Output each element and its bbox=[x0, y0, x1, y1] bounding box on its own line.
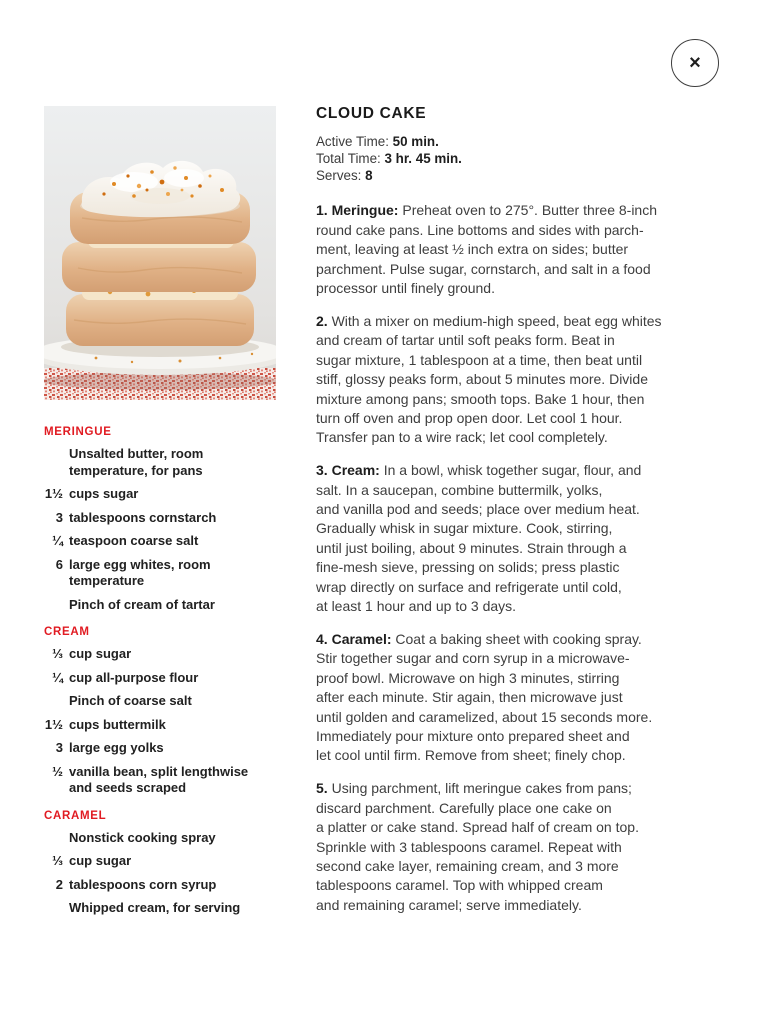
ingredient-group-meringue bbox=[44, 426, 276, 613]
ingredient-item bbox=[44, 533, 276, 550]
step-number: 4. bbox=[316, 631, 328, 648]
ingredient-qty: ¼ bbox=[52, 669, 63, 685]
ingredient-qty bbox=[44, 597, 63, 614]
ingredients-panel bbox=[44, 426, 276, 917]
close-icon: × bbox=[689, 52, 701, 74]
step-number: 2. bbox=[316, 312, 328, 329]
ingredient-text: cups buttermilk bbox=[69, 716, 166, 732]
step-1 bbox=[316, 201, 737, 298]
ingredient-group-title: CARAMEL bbox=[44, 809, 107, 822]
ingredient-qty: ½ bbox=[52, 763, 63, 779]
step-5 bbox=[316, 779, 737, 915]
ingredient-qty bbox=[44, 830, 63, 847]
ingredient-qty bbox=[44, 693, 63, 710]
recipe-photo bbox=[44, 106, 276, 400]
ingredient-item bbox=[44, 557, 276, 590]
step-lead: Cream: bbox=[331, 462, 380, 479]
step-text: In a bowl, whisk together sugar, flour, and salt. In a saucepan, combine buttermilk, yolks, and vanilla pod and seeds; place over medium heat. Gradually whisk in sugar mixture. Cook, stirring, until just boiling, about 9 minutes. Strain through a fine-mesh sieve, pressing on solids; press plastic wrap directly on surface and refrigerate until cold, at least 1 hour and up to 3 days. bbox=[316, 462, 642, 615]
ingredient-group-caramel bbox=[44, 810, 276, 917]
meta-label: Total Time: bbox=[316, 150, 381, 166]
left-column bbox=[44, 103, 276, 929]
step-text: Preheat oven to 275°. Butter three 8-inch round cake pans. Line bottoms and sides with parch- ment, leaving at least ½ inch extra on sides; butter parchment. Pulse sugar, cornstarch, and salt in a food processor until finely ground. bbox=[316, 202, 658, 297]
meta-value: 50 min. bbox=[392, 134, 439, 149]
recipe-title: CLOUD CAKE bbox=[316, 105, 427, 122]
ingredient-text: Pinch of coarse salt bbox=[69, 693, 192, 708]
ingredient-text: Unsalted butter, room temperature, for pans bbox=[69, 446, 204, 478]
ingredient-text: Nonstick cooking spray bbox=[69, 829, 216, 845]
instructions bbox=[316, 201, 737, 915]
step-4 bbox=[316, 630, 737, 766]
ingredient-text: vanilla bean, split lengthwise and seeds scraped bbox=[69, 763, 249, 795]
meta-active-time bbox=[316, 134, 737, 151]
ingredient-item bbox=[44, 900, 276, 917]
ingredient-text: Whipped cream, for serving bbox=[69, 900, 241, 915]
ingredient-text: large egg whites, room temperature bbox=[69, 556, 211, 588]
ingredient-item bbox=[44, 486, 276, 503]
step-text: With a mixer on medium-high speed, beat egg whites and cream of tartar until soft peaks form. Beat in sugar mixture, 1 tablespoon at a time, then beat until stiff, glossy peaks form, about 5 minutes more. Divide mixture among pans; smooth tops. Bake 1 hour, then turn off oven and prop open door. Let cool 1 hour. Transfer pan to a wire rack; let cool completely. bbox=[316, 312, 662, 446]
ingredient-item bbox=[44, 877, 276, 894]
cake-photo-illustration bbox=[44, 106, 276, 400]
ingredient-qty: ⅓ bbox=[52, 646, 63, 661]
recipe-page bbox=[44, 103, 737, 929]
step-3 bbox=[316, 461, 737, 616]
recipe-meta bbox=[316, 134, 737, 184]
ingredient-text: cups sugar bbox=[69, 486, 139, 501]
ingredient-item bbox=[44, 670, 276, 687]
ingredient-item bbox=[44, 510, 276, 527]
ingredient-text: tablespoons corn syrup bbox=[69, 876, 217, 892]
ingredient-qty: ¼ bbox=[52, 533, 63, 548]
ingredient-qty: 1½ bbox=[44, 486, 63, 501]
ingredient-text: cup sugar bbox=[69, 646, 132, 661]
ingredient-text: large egg yolks bbox=[69, 740, 164, 755]
ingredient-item bbox=[44, 446, 276, 479]
ingredient-item bbox=[44, 853, 276, 870]
ingredient-qty: 2 bbox=[55, 876, 63, 892]
meta-value: 8 bbox=[365, 167, 373, 183]
ingredient-item bbox=[44, 693, 276, 710]
step-text: Using parchment, lift meringue cakes from pans; discard parchment. Carefully place one cake on a platter or cake stand. Spread half of cream on top. Sprinkle with 3 tablespoons caramel. Repeat with second cake layer, remaining cream, and 3 more tablespoons caramel. Top with whipped cream and remaining caramel; serve immediately. bbox=[316, 780, 639, 913]
ingredient-text: cup all-purpose flour bbox=[69, 669, 199, 685]
ingredient-group-cream bbox=[44, 626, 276, 797]
ingredient-text: tablespoons cornstarch bbox=[69, 509, 217, 525]
meta-label: Active Time: bbox=[316, 134, 389, 149]
ingredient-item bbox=[44, 597, 276, 614]
ingredient-qty bbox=[44, 900, 63, 917]
ingredient-item bbox=[44, 646, 276, 663]
ingredient-item bbox=[44, 740, 276, 757]
ingredient-qty: 3 bbox=[55, 740, 63, 755]
ingredient-item bbox=[44, 764, 276, 797]
step-number: 1. bbox=[316, 202, 328, 219]
ingredient-text: Pinch of cream of tartar bbox=[69, 596, 215, 612]
step-number: 3. bbox=[316, 462, 328, 479]
close-button[interactable] bbox=[671, 39, 719, 87]
ingredient-qty: 3 bbox=[55, 509, 63, 525]
ingredient-group-title: CREAM bbox=[44, 626, 90, 638]
ingredient-qty: ⅓ bbox=[52, 853, 63, 868]
step-2 bbox=[316, 312, 737, 448]
meta-total-time bbox=[316, 151, 737, 168]
ingredient-item bbox=[44, 830, 276, 847]
step-lead: Meringue: bbox=[331, 202, 399, 219]
ingredient-group-title: MERINGUE bbox=[44, 426, 112, 438]
meta-label: Serves: bbox=[316, 167, 362, 183]
ingredient-qty bbox=[44, 446, 63, 479]
ingredient-item bbox=[44, 717, 276, 734]
meta-value: 3 hr. 45 min. bbox=[384, 150, 462, 166]
step-lead: Caramel: bbox=[331, 631, 392, 648]
meta-serves bbox=[316, 168, 737, 185]
ingredient-text: cup sugar bbox=[69, 853, 132, 868]
ingredient-qty: 1½ bbox=[44, 716, 63, 732]
step-number: 5. bbox=[316, 780, 328, 797]
ingredient-qty: 6 bbox=[55, 556, 63, 572]
step-text: Coat a baking sheet with cooking spray. Stir together sugar and corn syrup in a microwave- proof bowl. Microwave on high 3 minutes, stirring after each minute. Stir again, then microwave just until golden and caramelized, about 15 seconds more. Immediately pour mixture onto prepared sheet and let cool until firm. Remove from sheet; finely chop. bbox=[316, 631, 653, 764]
ingredient-text: teaspoon coarse salt bbox=[69, 533, 199, 548]
right-column bbox=[316, 103, 737, 929]
